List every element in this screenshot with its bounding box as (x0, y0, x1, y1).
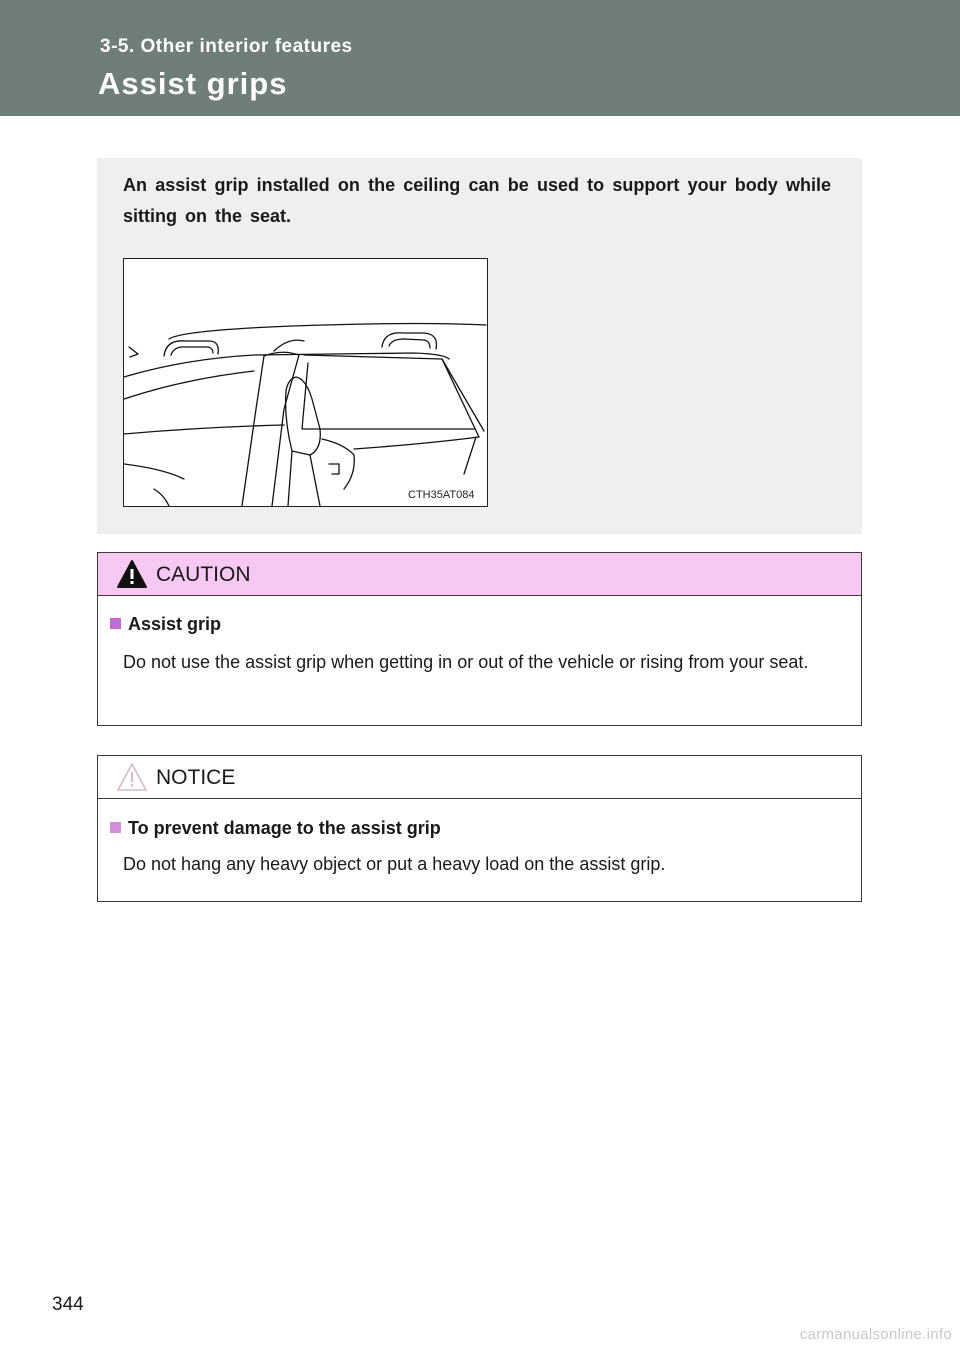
warning-triangle-icon (116, 559, 148, 589)
notice-item-title (110, 818, 441, 839)
caution-item-title (110, 614, 221, 635)
caution-header (98, 553, 861, 596)
header-band (0, 0, 960, 116)
notice-box (97, 755, 862, 902)
caution-label: CAUTION (156, 563, 251, 586)
car-interior-drawing (124, 259, 487, 506)
figure-code: CTH35AT084 (408, 489, 475, 501)
intro-text: An assist grip installed on the ceiling can be used to support your body while sitting on the seat. (123, 175, 831, 226)
notice-label: NOTICE (156, 766, 236, 789)
page-title: Assist grips (98, 66, 288, 101)
bullet-square-icon (110, 822, 121, 833)
notice-item-body: Do not hang any heavy object or put a heavy load on the assist grip. (123, 854, 666, 874)
notice-triangle-icon (116, 762, 148, 792)
assist-grip-illustration (123, 258, 488, 507)
caution-item-body: Do not use the assist grip when getting in or out of the vehicle or rising from your seat. (123, 652, 809, 672)
caution-box (97, 552, 862, 726)
page-number: 344 (52, 1294, 84, 1315)
section-label: 3-5. Other interior features (100, 36, 353, 57)
watermark: carmanualsonline.info (799, 1326, 952, 1343)
notice-item-title-text: To prevent damage to the assist grip (128, 818, 441, 838)
bullet-square-icon (110, 618, 121, 629)
caution-item-title-text: Assist grip (128, 614, 222, 634)
notice-header (98, 756, 861, 799)
